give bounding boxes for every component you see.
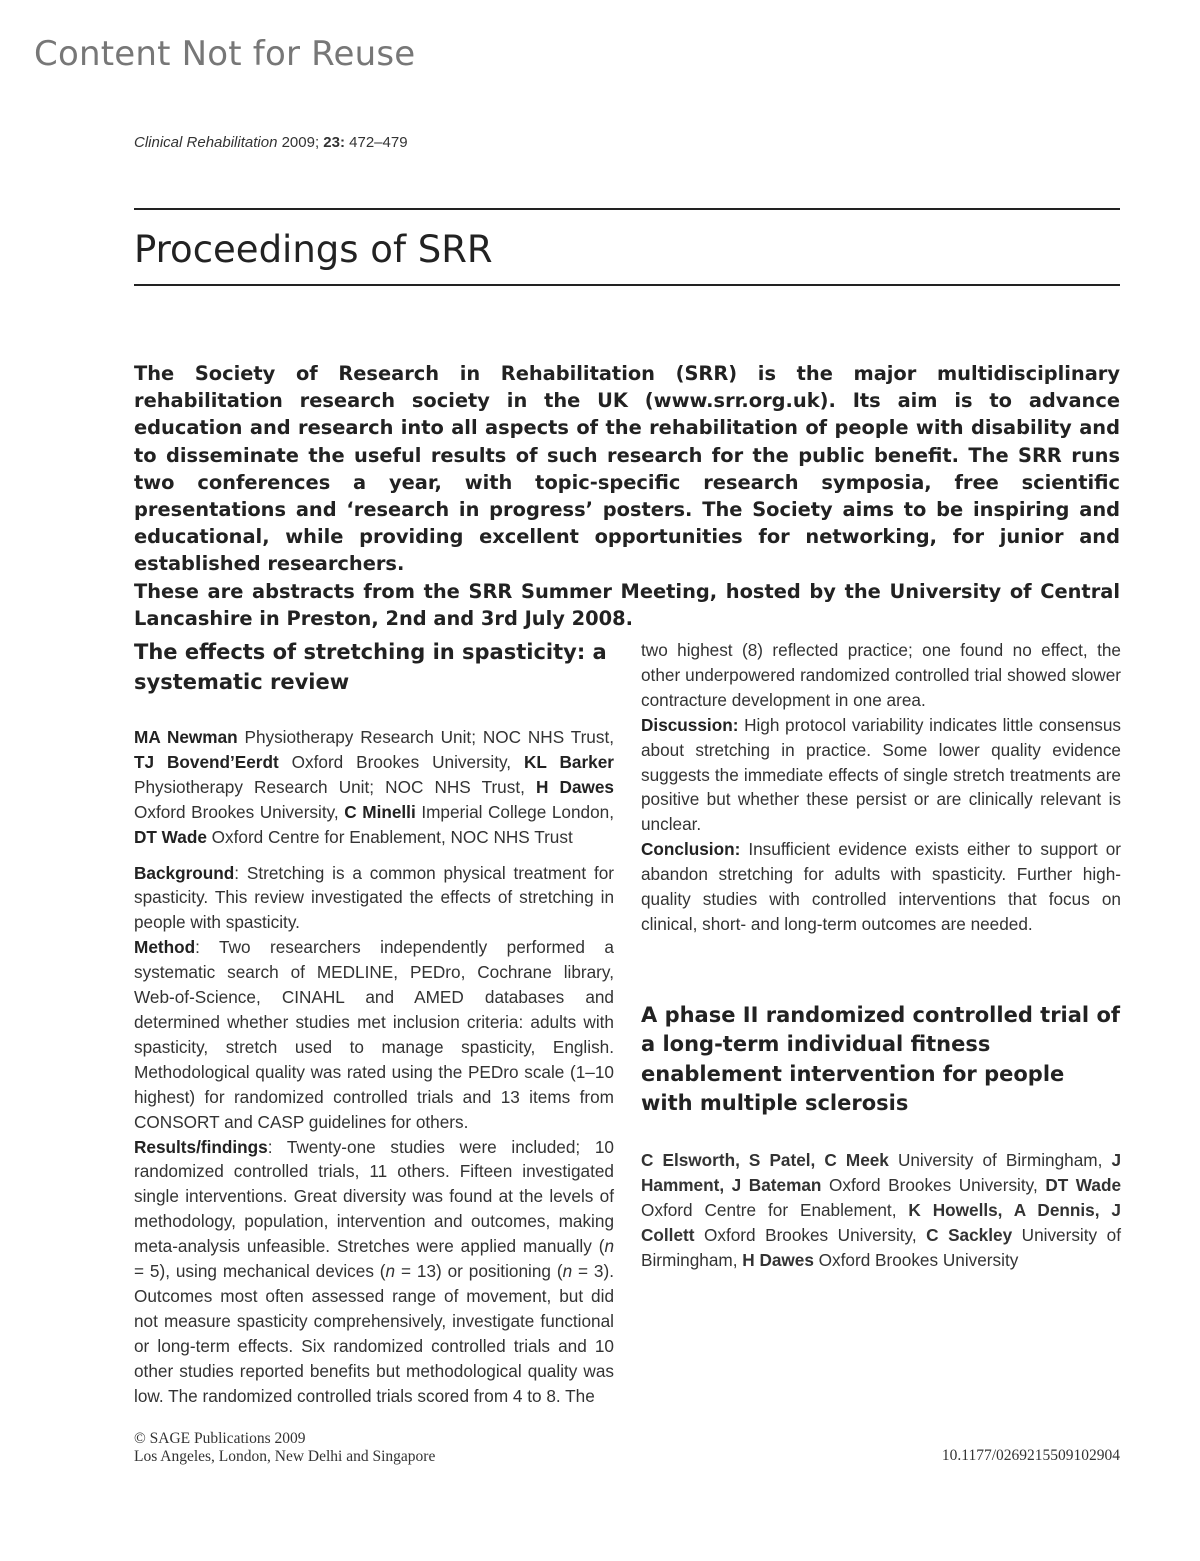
- journal-name: Clinical Rehabilitation: [134, 134, 278, 151]
- author-name: MA Newman: [134, 727, 238, 747]
- results-text: = 13) or positioning (: [395, 1261, 563, 1282]
- author-name: DT Wade: [134, 826, 207, 847]
- abstract-discussion: [641, 713, 1121, 838]
- intro-meeting-note: These are abstracts from the SRR Summer Meeting, hosted by the University of Central Lancashire in Preston, 2nd and 3rd July 2008.: [134, 579, 1120, 630]
- section-title: Proceedings of SRR: [134, 228, 493, 271]
- results-text: = 3). Outcomes most often assessed range of movement, but did not measure spasticity comprehensively, investigate functional or long-term effects. Six randomized controlled trials and 10 other studies reported benefits but methodological quality was low. The randomized controlled trials scored from 4 to 8. The: [134, 1261, 614, 1406]
- right-column: [641, 638, 1121, 1272]
- results-text: two highest (8) reflected practice; one found no effect, the other underpowered randomized controlled trial showed slower contracture development in one area.: [641, 640, 1121, 710]
- n-symbol: n: [385, 1261, 396, 1282]
- author-affiliation: University of Birmingham,: [888, 1149, 1112, 1170]
- author-name: J Hamment, J Bateman: [641, 1149, 1121, 1195]
- background-label: Background: [134, 862, 235, 883]
- author-affiliation: Oxford Brookes University,: [694, 1224, 927, 1245]
- n-symbol: n: [604, 1236, 614, 1257]
- author-name: H Dawes: [742, 1249, 814, 1270]
- author-affiliation: University of Birmingham,: [641, 1224, 1121, 1270]
- article-title: The effects of stretching in spasticity: a systematic review: [134, 640, 607, 694]
- author-affiliation: Physiotherapy Research Unit; NOC NHS Trust,: [237, 727, 614, 747]
- article-authors: [641, 1148, 1121, 1273]
- title-rule: [134, 284, 1120, 286]
- abstract-conclusion-text: Insufficient evidence exists either to support or abandon stretching for adults with spasticity. Further high-quality studies with controlled interventions that focus on clinical, short- and long-term outcomes are needed.: [641, 839, 1121, 934]
- abstract-conclusion-label: Conclusion:: [641, 839, 741, 860]
- intro-paragraph: The Society of Research in Rehabilitation (SRR) is the major multidisciplinary rehabilitation research society in the UK (www.srr.org.uk). Its aim is to advance education and research into all aspects of the rehabilitation of people with disability and to disseminate the useful results of such research for the public benefit. The SRR runs two conferences a year, with topic-specific research symposia, free scientific presentations and ‘research in progress’ posters. The Society aims to be inspiring and educational, while providing excellent opportunities for networking, for junior and established researchers.: [134, 362, 1120, 576]
- author-affiliation: Imperial College London,: [415, 801, 614, 822]
- author-name: TJ Bovend’Eerdt: [134, 751, 279, 772]
- n-symbol: n: [562, 1261, 573, 1282]
- author-affiliation: Oxford Centre for Enablement, NOC NHS Trust: [206, 826, 573, 847]
- abstract-discussion-text: High protocol variability indicates little consensus about stretching in practice. Some lower quality evidence suggests the immediate effects of single stretch treatments are positive but whether these persist or are clinically relevant is unclear.: [641, 714, 1121, 835]
- abstract-conclusion: [641, 837, 1121, 937]
- results-label: Results/findings: [134, 1136, 268, 1157]
- doi: 10.1177/0269215509102904: [941, 1447, 1120, 1464]
- author-name: C Sackley: [926, 1224, 1013, 1245]
- author-name: KL Barker: [524, 751, 614, 772]
- citation-volume: 23:: [323, 134, 345, 151]
- abstract-discussion-label: Discussion:: [641, 714, 739, 735]
- citation-pages: 472–479: [344, 134, 408, 151]
- author-affiliation: Oxford Brookes University,: [821, 1174, 1046, 1195]
- results-text: = 5), using mechanical devices (: [134, 1261, 386, 1282]
- journal-citation: [134, 134, 408, 151]
- article-authors: [134, 725, 614, 850]
- author-name: DT Wade: [1045, 1174, 1122, 1195]
- left-column: [134, 638, 614, 1408]
- author-name: H Dawes: [536, 776, 614, 797]
- method-text: : Two researchers independently performed a systematic search of MEDLINE, PEDro, Cochrane library, Web-of-Science, CINAHL and AMED databases and determined whether studies met inclusion criteria: adults with spasticity, stretch used to manage spasticity, English. Methodological quality was rated using the PEDro scale (1–10 highest) for randomized controlled trials and 13 items from CONSORT and CASP guidelines for others.: [134, 937, 614, 1132]
- author-affiliation: Oxford Brookes University,: [278, 751, 524, 772]
- author-name: K Howells, A Dennis, J Collett: [641, 1199, 1121, 1245]
- footer-publisher: [134, 1430, 435, 1466]
- author-affiliation: Oxford Brookes University: [813, 1249, 1019, 1270]
- author-affiliation: Physiotherapy Research Unit; NOC NHS Trust,: [134, 776, 536, 797]
- top-rule: [134, 208, 1120, 210]
- article-title: A phase II randomized controlled trial of a long-term individual fitness enablement intervention for people with multiple sclerosis: [641, 1002, 1121, 1116]
- intro-block: [134, 360, 1120, 632]
- abstract-results: [134, 1135, 614, 1409]
- publisher-locations: Los Angeles, London, New Delhi and Singapore: [134, 1448, 436, 1465]
- abstract-background: [134, 861, 614, 936]
- abstract-results-continued: [641, 638, 1121, 713]
- citation-year: 2009;: [277, 134, 324, 151]
- author-name: C Minelli: [344, 801, 416, 822]
- watermark: Content Not for Reuse: [34, 34, 416, 74]
- author-name: C Elsworth, S Patel, C Meek: [641, 1149, 889, 1170]
- background-text: : Stretching is a common physical treatment for spasticity. This review investigated the effects of stretching in people with spasticity.: [134, 862, 614, 933]
- copyright: © SAGE Publications 2009: [134, 1430, 306, 1447]
- abstract-method: [134, 935, 614, 1134]
- author-affiliation: Oxford Centre for Enablement,: [641, 1199, 909, 1220]
- author-affiliation: Oxford Brookes University,: [134, 801, 345, 822]
- method-label: Method: [134, 937, 196, 958]
- results-text: : Twenty-one studies were included; 10 randomized controlled trials, 11 others. Fifteen investigated single interventions. Great diversity was found at the levels of methodology, population, intervention and outcomes, making meta-analysis unfeasible. Stretches were applied manually (: [134, 1136, 614, 1257]
